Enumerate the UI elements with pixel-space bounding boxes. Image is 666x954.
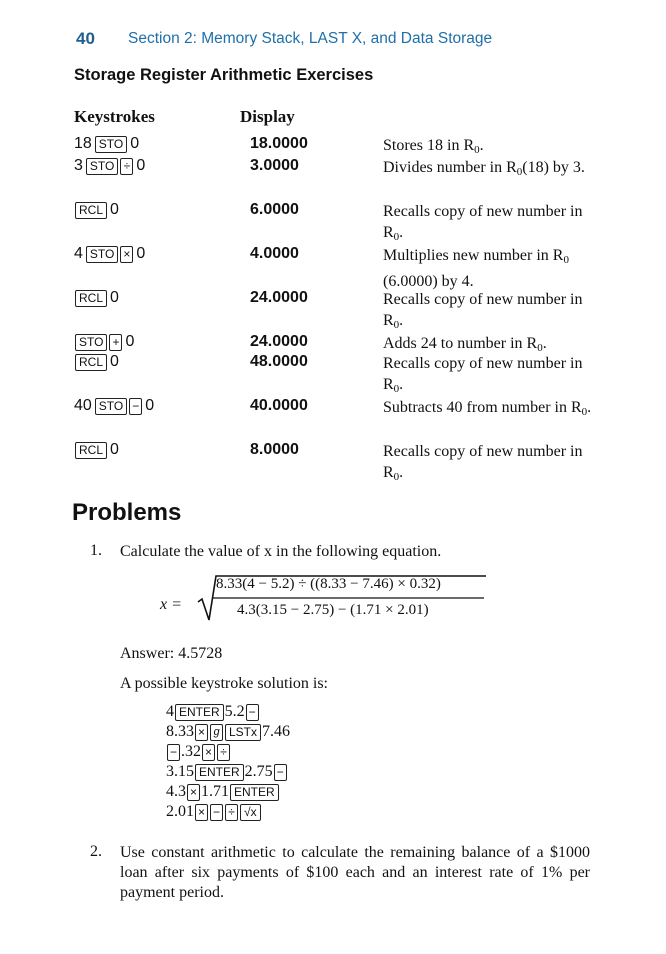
- row-description: [383, 157, 598, 183]
- keystroke-sequence: [74, 157, 145, 175]
- row-description: [383, 245, 598, 292]
- register-number: 0: [130, 135, 140, 152]
- description-text: Divides number in R: [383, 159, 517, 176]
- display-value: 48.0000: [250, 353, 308, 370]
- keystroke-sequence: [74, 245, 145, 263]
- description-text: Recalls copy of new number in R: [383, 443, 583, 481]
- calculator-key: STO: [86, 158, 118, 175]
- description-text: Recalls copy of new number in R: [383, 291, 583, 329]
- description-tail: .: [542, 335, 547, 352]
- description-tail: (18) by 3.: [522, 159, 585, 176]
- register-number: 0: [145, 397, 155, 414]
- solution-line: [166, 703, 260, 721]
- solution-line: [166, 723, 290, 741]
- keystroke-sequence: [74, 289, 119, 307]
- calculator-key: g: [210, 724, 223, 741]
- keystroke-number: 4: [74, 245, 83, 262]
- keystrokes-header: Keystrokes: [74, 107, 155, 126]
- calculator-key: ×: [202, 744, 215, 761]
- solution-number: .32: [181, 743, 201, 760]
- register-subscript: 0: [563, 254, 569, 266]
- register-subscript: 0: [393, 383, 400, 395]
- problem-1-text: [120, 542, 590, 562]
- problem-2-number: 2.: [90, 843, 102, 860]
- calculator-key: RCL: [75, 442, 107, 459]
- calculator-key: ×: [195, 804, 208, 821]
- keystroke-sequence: [74, 333, 134, 351]
- register-subscript: 0: [393, 471, 400, 483]
- calculator-key: −: [210, 804, 223, 821]
- problem-1-statement: Calculate the value of x in the following equation.: [120, 543, 442, 560]
- solution-number: 2.01: [166, 803, 194, 820]
- solution-number: 1.71: [201, 783, 229, 800]
- solution-number: 7.46: [262, 723, 291, 740]
- row-description: [383, 201, 598, 248]
- register-number: 0: [125, 333, 135, 350]
- display-value: 6.0000: [250, 201, 299, 218]
- solution-line: [166, 783, 280, 801]
- problem-1-number: 1.: [90, 542, 102, 559]
- description-tail: .: [587, 399, 592, 416]
- calculator-key: ×: [187, 784, 200, 801]
- description-tail: .: [399, 224, 404, 241]
- calculator-key: ×: [120, 246, 133, 263]
- register-number: 0: [110, 353, 119, 370]
- solution-line: [166, 803, 262, 821]
- register-number: 0: [110, 201, 119, 218]
- solution-number: 3.15: [166, 763, 194, 780]
- calculator-key: ENTER: [175, 704, 224, 721]
- description-text: Recalls copy of new number in R: [383, 203, 583, 241]
- keystroke-sequence: [74, 201, 119, 219]
- calculator-key: ENTER: [195, 764, 244, 781]
- calculator-key: +: [109, 334, 122, 351]
- display-header: Display: [240, 107, 295, 126]
- answer: Answer: 4.5728: [120, 645, 223, 662]
- equation-denominator: 4.3(3.15 − 2.75) − (1.71 × 2.01): [237, 602, 429, 618]
- register-subscript: 0: [393, 231, 400, 243]
- register-subscript: 0: [537, 342, 543, 354]
- calculator-key: √x: [240, 804, 261, 821]
- row-description: [383, 353, 598, 400]
- calculator-key: −: [167, 744, 180, 761]
- calculator-key: −: [246, 704, 259, 721]
- calculator-key: ÷: [120, 158, 133, 175]
- keystroke-number: 3: [74, 157, 83, 174]
- calculator-key: STO: [95, 136, 127, 153]
- description-tail: (6.0000) by 4.: [383, 273, 474, 290]
- calculator-key: ÷: [225, 804, 238, 821]
- register-number: 0: [136, 157, 146, 174]
- display-value: 18.0000: [250, 135, 308, 152]
- register-subscript: 0: [393, 319, 400, 331]
- description-tail: .: [399, 376, 404, 393]
- description-tail: .: [399, 312, 404, 329]
- register-number: 0: [110, 441, 119, 458]
- solution-number: 4.3: [166, 783, 186, 800]
- equation-numerator: 8.33(4 − 5.2) ÷ ((8.33 − 7.46) × 0.32): [216, 576, 441, 592]
- keystroke-sequence: [74, 353, 119, 371]
- calculator-key: −: [129, 398, 142, 415]
- register-number: 0: [110, 289, 119, 306]
- keystroke-number: 40: [74, 397, 92, 414]
- description-text: Recalls copy of new number in R: [383, 355, 583, 393]
- description-text: Multiplies new number in R: [383, 247, 564, 264]
- section-title: Section 2: Memory Stack, LAST X, and Data Storage: [128, 30, 493, 47]
- calculator-key: ×: [195, 724, 208, 741]
- display-value: 24.0000: [250, 333, 308, 350]
- row-description: [383, 397, 598, 423]
- description-tail: .: [399, 464, 404, 481]
- calculator-key: RCL: [75, 290, 107, 307]
- calculator-key: STO: [75, 334, 107, 351]
- solution-line: [166, 743, 231, 761]
- page-number: 40: [76, 29, 95, 48]
- solution-intro: A possible keystroke solution is:: [120, 675, 328, 692]
- equation-lhs: x =: [160, 596, 182, 613]
- calculator-key: RCL: [75, 354, 107, 371]
- display-value: 8.0000: [250, 441, 299, 458]
- problems-title: Problems: [72, 499, 182, 526]
- row-description: [383, 289, 598, 336]
- calculator-key: ENTER: [230, 784, 279, 801]
- solution-line: [166, 763, 288, 781]
- keystroke-sequence: [74, 135, 139, 153]
- register-subscript: 0: [474, 144, 480, 156]
- description-text: Adds 24 to number in R: [383, 335, 538, 352]
- problem-2-text: Use constant arithmetic to calculate the remaining balance of a $1000 loan after six payments of $100 each and an interest rate of 1% per payment period.: [120, 844, 590, 901]
- calculator-key: −: [274, 764, 287, 781]
- keystroke-sequence: [74, 397, 154, 415]
- calculator-key: STO: [95, 398, 127, 415]
- display-value: 4.0000: [250, 245, 299, 262]
- register-number: 0: [136, 245, 146, 262]
- display-value: 40.0000: [250, 397, 308, 414]
- calculator-key: LSTx: [225, 724, 261, 741]
- display-value: 24.0000: [250, 289, 308, 306]
- row-description: [383, 441, 598, 488]
- solution-number: 8.33: [166, 723, 194, 740]
- exercise-title: Storage Register Arithmetic Exercises: [74, 66, 374, 84]
- keystroke-number: 18: [74, 135, 92, 152]
- solution-number: 4: [166, 703, 174, 720]
- display-value: 3.0000: [250, 157, 299, 174]
- keystroke-sequence: [74, 441, 119, 459]
- register-subscript: 0: [581, 406, 588, 418]
- description-tail: .: [479, 137, 484, 154]
- calculator-key: ÷: [217, 744, 230, 761]
- solution-number: 5.2: [224, 703, 245, 720]
- calculator-key: RCL: [75, 202, 107, 219]
- description-text: Stores 18 in R: [383, 137, 475, 154]
- register-subscript: 0: [516, 166, 523, 178]
- calculator-key: STO: [86, 246, 118, 263]
- solution-number: 2.75: [244, 763, 273, 780]
- description-text: Subtracts 40 from number in R: [383, 399, 582, 416]
